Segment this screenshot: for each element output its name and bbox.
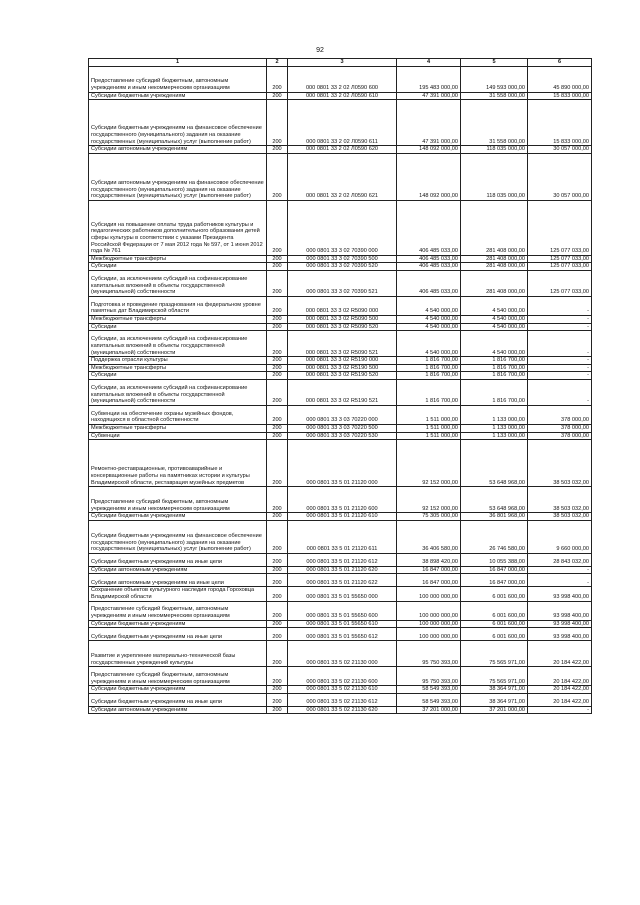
row-name-cell: Предоставление субсидий бюджетным, автономным учреждениям и иным некоммерческим организациям [89,487,267,513]
row-remaining-cell: 125 077 033,00 [528,270,592,296]
table-row [89,92,592,100]
row-approved-cell: 92 152 000,00 [397,440,461,487]
row-name-cell: Поддержка отрасли культуры [89,357,267,365]
table-row [89,100,592,146]
table-row [89,66,592,92]
row-code-cell: 000 0801 33 5 01 21120 000 [288,440,397,487]
row-code-cell: 000 0801 33 3 02 R5090 000 [288,296,397,315]
row-gr-cell: 200 [267,601,288,620]
row-code-cell: 000 0801 33 5 01 55650 612 [288,628,397,641]
row-gr-cell: 200 [267,92,288,100]
row-remaining-cell: - [528,315,592,323]
row-code-cell: 000 0801 33 5 01 21120 622 [288,574,397,587]
row-approved-cell: 148 092 000,00 [397,146,461,154]
row-remaining-cell: 125 077 033,00 [528,263,592,271]
row-remaining-cell: 378 000,00 [528,432,592,440]
row-name-cell: Предоставление субсидий бюджетным, автономным учреждениям и иным некоммерческим организациям [89,667,267,686]
row-approved-cell: 148 092 000,00 [397,153,461,200]
row-approved-cell: 47 391 000,00 [397,100,461,146]
table-row [89,641,592,667]
table-row [89,323,592,331]
row-remaining-cell: 30 057 000,00 [528,153,592,200]
column-header: 3 [288,59,397,67]
row-name-cell: Субсидии, за исключением субсидий на софинансирование капитальных вложений в объекты государственной (муниципальной) собственности [89,270,267,296]
row-executed-cell: 38 364 971,00 [461,686,528,694]
row-code-cell: 000 0801 33 3 02 R5190 500 [288,364,397,372]
row-approved-cell: 1 816 700,00 [397,372,461,380]
row-approved-cell: 406 485 033,00 [397,263,461,271]
row-remaining-cell: - [528,331,592,357]
row-gr-cell: 200 [267,620,288,628]
row-approved-cell: 1 816 700,00 [397,379,461,405]
row-name-cell: Субсидии, за исключением субсидий на софинансирование капитальных вложений в объекты государственной (муниципальной) собственности [89,331,267,357]
row-gr-cell: 200 [267,574,288,587]
row-approved-cell: 100 000 000,00 [397,601,461,620]
table-row [89,146,592,154]
row-code-cell: 000 0801 33 5 02 21130 000 [288,641,397,667]
row-executed-cell: 4 540 000,00 [461,331,528,357]
row-executed-cell: 149 593 000,00 [461,66,528,92]
row-executed-cell: 6 001 600,00 [461,601,528,620]
row-executed-cell: 6 001 600,00 [461,628,528,641]
row-name-cell: Субсидия на повышение оплаты труда работников культуры и педагогических работников дополнительного образования детей сферы культуры в соответствии с указами Президента Российской Федерации от 7 мая 2012 года № 597, от 1 июня 2012 года № 761 [89,200,267,255]
row-name-cell: Межбюджетные трансферты [89,424,267,432]
row-gr-cell: 200 [267,641,288,667]
row-executed-cell: 4 540 000,00 [461,323,528,331]
table-row [89,364,592,372]
row-name-cell: Субсидии бюджетным учреждениям на иные цели [89,553,267,566]
row-remaining-cell: - [528,364,592,372]
row-gr-cell: 200 [267,513,288,521]
row-executed-cell: 281 408 000,00 [461,255,528,263]
row-executed-cell: 16 847 000,00 [461,566,528,574]
row-name-cell: Межбюджетные трансферты [89,255,267,263]
row-gr-cell: 200 [267,424,288,432]
table-row [89,424,592,432]
table-row [89,706,592,714]
row-approved-cell: 100 000 000,00 [397,628,461,641]
table-row [89,693,592,706]
row-remaining-cell: 125 077 033,00 [528,200,592,255]
row-code-cell: 000 0801 33 2 02 Л0590 621 [288,153,397,200]
row-remaining-cell: - [528,372,592,380]
row-name-cell: Межбюджетные трансферты [89,315,267,323]
table-row [89,255,592,263]
row-remaining-cell: 20 184 422,00 [528,693,592,706]
row-approved-cell: 100 000 000,00 [397,587,461,601]
row-code-cell: 000 0801 33 5 01 55650 600 [288,601,397,620]
row-name-cell: Субсидии бюджетным учреждениям [89,686,267,694]
table-row [89,270,592,296]
row-name-cell: Субсидии бюджетным учреждениям на иные цели [89,628,267,641]
row-executed-cell: 75 565 971,00 [461,667,528,686]
row-gr-cell: 200 [267,706,288,714]
row-code-cell: 000 0801 33 5 02 21130 610 [288,686,397,694]
row-executed-cell: 31 558 000,00 [461,100,528,146]
row-remaining-cell: 93 998 400,00 [528,601,592,620]
table-row [89,513,592,521]
table-row [89,686,592,694]
row-gr-cell: 200 [267,263,288,271]
table-row [89,587,592,601]
table-row [89,379,592,405]
table-row [89,331,592,357]
row-code-cell: 000 0801 33 2 02 Л0590 611 [288,100,397,146]
row-code-cell: 000 0801 33 5 01 21120 612 [288,553,397,566]
row-approved-cell: 92 152 000,00 [397,487,461,513]
row-name-cell: Ремонтно-реставрационные, противоаварийные и консервационные работы на памятниках истории и культуры Владимирской области, реставрация музейных предметов [89,440,267,487]
table-row [89,487,592,513]
row-code-cell: 000 0801 33 3 02 R5090 520 [288,323,397,331]
table-row [89,357,592,365]
row-code-cell: 000 0801 33 3 02 R5190 521 [288,379,397,405]
row-gr-cell: 200 [267,405,288,424]
row-executed-cell: 6 001 600,00 [461,620,528,628]
row-gr-cell: 200 [267,66,288,92]
row-remaining-cell: 45 890 000,00 [528,66,592,92]
row-gr-cell: 200 [267,520,288,553]
row-gr-cell: 200 [267,667,288,686]
table-row [89,315,592,323]
row-approved-cell: 406 485 033,00 [397,255,461,263]
row-name-cell: Субсидии бюджетным учреждениям на иные цели [89,693,267,706]
row-executed-cell: 38 364 971,00 [461,693,528,706]
table-row [89,153,592,200]
row-executed-cell: 118 035 000,00 [461,146,528,154]
row-approved-cell: 4 540 000,00 [397,323,461,331]
row-executed-cell: 16 847 000,00 [461,574,528,587]
row-approved-cell: 95 750 393,00 [397,667,461,686]
row-name-cell: Субсидии бюджетным учреждениям [89,620,267,628]
row-code-cell: 000 0801 33 5 02 21130 612 [288,693,397,706]
row-executed-cell: 1 133 000,00 [461,424,528,432]
row-approved-cell: 16 847 000,00 [397,566,461,574]
row-gr-cell: 200 [267,200,288,255]
row-remaining-cell: 15 833 000,00 [528,100,592,146]
row-name-cell: Межбюджетные трансферты [89,364,267,372]
page-number: 92 [316,47,324,54]
row-executed-cell: 31 558 000,00 [461,92,528,100]
row-gr-cell: 200 [267,686,288,694]
table-row [89,520,592,553]
row-name-cell: Субсидии автономным учреждениям [89,566,267,574]
row-code-cell: 000 0801 33 5 01 55650 610 [288,620,397,628]
row-executed-cell: 1 133 000,00 [461,432,528,440]
row-code-cell: 000 0801 33 3 03 70220 530 [288,432,397,440]
row-remaining-cell: 93 998 400,00 [528,587,592,601]
row-code-cell: 000 0801 33 5 01 21120 611 [288,520,397,553]
row-approved-cell: 58 549 393,00 [397,693,461,706]
row-approved-cell: 195 483 000,00 [397,66,461,92]
row-approved-cell: 4 540 000,00 [397,315,461,323]
row-gr-cell: 200 [267,440,288,487]
row-gr-cell: 200 [267,296,288,315]
row-approved-cell: 406 485 033,00 [397,270,461,296]
row-executed-cell: 1 816 700,00 [461,379,528,405]
row-approved-cell: 47 391 000,00 [397,92,461,100]
row-gr-cell: 200 [267,628,288,641]
row-approved-cell: 100 000 000,00 [397,620,461,628]
row-executed-cell: 1 816 700,00 [461,364,528,372]
column-header: 6 [528,59,592,67]
table-body [89,59,592,714]
row-executed-cell: 4 540 000,00 [461,315,528,323]
row-executed-cell: 6 001 600,00 [461,587,528,601]
row-remaining-cell: 93 998 400,00 [528,628,592,641]
row-name-cell: Субсидии бюджетным учреждениям [89,92,267,100]
table-row [89,574,592,587]
row-executed-cell: 37 201 000,00 [461,706,528,714]
row-gr-cell: 200 [267,432,288,440]
row-approved-cell: 1 511 000,00 [397,405,461,424]
row-executed-cell: 53 648 968,00 [461,487,528,513]
row-name-cell: Предоставление субсидий бюджетным, автономным учреждениям и иным некоммерческим организациям [89,66,267,92]
row-gr-cell: 200 [267,331,288,357]
row-approved-cell: 4 540 000,00 [397,331,461,357]
row-gr-cell: 200 [267,357,288,365]
table-row [89,667,592,686]
row-code-cell: 000 0801 33 3 02 70390 520 [288,263,397,271]
row-remaining-cell: 20 184 422,00 [528,641,592,667]
row-code-cell: 000 0801 33 3 03 70220 500 [288,424,397,432]
row-executed-cell: 26 746 580,00 [461,520,528,553]
row-name-cell: Подготовка и проведение празднования на федеральном уровне памятных дат Владимирской области [89,296,267,315]
row-name-cell: Субсидии, за исключением субсидий на софинансирование капитальных вложений в объекты государственной (муниципальной) собственности [89,379,267,405]
table-row [89,263,592,271]
row-code-cell: 000 0801 33 5 01 55650 000 [288,587,397,601]
row-code-cell: 000 0801 33 3 02 70390 500 [288,255,397,263]
row-remaining-cell: 15 833 000,00 [528,92,592,100]
row-code-cell: 000 0801 33 3 02 R5190 520 [288,372,397,380]
row-approved-cell: 4 540 000,00 [397,296,461,315]
row-gr-cell: 200 [267,487,288,513]
row-approved-cell: 95 750 393,00 [397,641,461,667]
table-row [89,620,592,628]
row-gr-cell: 200 [267,566,288,574]
row-remaining-cell: 30 057 000,00 [528,146,592,154]
row-executed-cell: 1 816 700,00 [461,372,528,380]
row-name-cell: Субсидии автономным учреждениям [89,146,267,154]
row-remaining-cell: 38 503 032,00 [528,487,592,513]
column-header: 5 [461,59,528,67]
row-approved-cell: 1 511 000,00 [397,432,461,440]
row-executed-cell: 118 035 000,00 [461,153,528,200]
row-approved-cell: 38 898 420,00 [397,553,461,566]
row-code-cell: 000 0801 33 3 02 70390 000 [288,200,397,255]
row-approved-cell: 1 816 700,00 [397,364,461,372]
row-executed-cell: 1 816 700,00 [461,357,528,365]
row-gr-cell: 200 [267,379,288,405]
row-approved-cell: 1 816 700,00 [397,357,461,365]
row-approved-cell: 406 485 033,00 [397,200,461,255]
column-header: 1 [89,59,267,67]
row-code-cell: 000 0801 33 2 02 Л0590 610 [288,92,397,100]
row-name-cell: Сохранение объектов культурного наследия города Гороховца Владимирской области [89,587,267,601]
row-gr-cell: 200 [267,364,288,372]
row-remaining-cell: 93 998 400,00 [528,620,592,628]
table-row [89,566,592,574]
row-code-cell: 000 0801 33 2 02 Л0590 620 [288,146,397,154]
row-name-cell: Субсидии бюджетным учреждениям [89,513,267,521]
row-gr-cell: 200 [267,693,288,706]
table-row [89,553,592,566]
row-approved-cell: 16 847 000,00 [397,574,461,587]
row-remaining-cell: 125 077 033,00 [528,255,592,263]
row-gr-cell: 200 [267,323,288,331]
row-name-cell: Субсидии автономным учреждениям на финансовое обеспечение государственного (муниципального) задания на оказание государственных (муниципальных) услуг (выполнение работ) [89,153,267,200]
row-executed-cell: 36 801 968,00 [461,513,528,521]
row-name-cell: Субсидии бюджетным учреждениям на финансовое обеспечение государственного (муниципального) задания на оказание государственных (муниципальных) услуг (выполнение работ) [89,520,267,553]
table-row [89,405,592,424]
row-executed-cell: 4 540 000,00 [461,296,528,315]
row-gr-cell: 200 [267,372,288,380]
row-gr-cell: 200 [267,255,288,263]
row-name-cell: Субсидии [89,372,267,380]
row-executed-cell: 281 408 000,00 [461,263,528,271]
table-row [89,601,592,620]
row-code-cell: 000 0801 33 5 01 21120 610 [288,513,397,521]
row-name-cell: Развитие и укрепление материально-технической базы государственных учреждений культуры [89,641,267,667]
row-gr-cell: 200 [267,100,288,146]
row-executed-cell: 10 055 388,00 [461,553,528,566]
row-name-cell: Субсидии бюджетным учреждениям на финансовое обеспечение государственного (муниципального) задания на оказание государственных (муниципальных) услуг (выполнение работ) [89,100,267,146]
row-code-cell: 000 0801 33 2 02 Л0590 600 [288,66,397,92]
row-remaining-cell: 378 000,00 [528,405,592,424]
row-name-cell: Субсидии автономным учреждениям [89,706,267,714]
row-approved-cell: 1 511 000,00 [397,424,461,432]
row-executed-cell: 53 648 968,00 [461,440,528,487]
row-gr-cell: 200 [267,315,288,323]
row-gr-cell: 200 [267,270,288,296]
table-row [89,372,592,380]
row-remaining-cell: 378 000,00 [528,424,592,432]
column-header: 2 [267,59,288,67]
row-remaining-cell: 9 660 000,00 [528,520,592,553]
row-code-cell: 000 0801 33 3 03 70220 000 [288,405,397,424]
row-approved-cell: 37 201 000,00 [397,706,461,714]
row-remaining-cell: - [528,323,592,331]
row-executed-cell: 281 408 000,00 [461,200,528,255]
row-remaining-cell: - [528,379,592,405]
row-approved-cell: 58 549 393,00 [397,686,461,694]
table-row [89,296,592,315]
row-remaining-cell: 38 503 032,00 [528,513,592,521]
column-header: 4 [397,59,461,67]
row-name-cell: Предоставление субсидий бюджетным, автономным учреждениям и иным некоммерческим организациям [89,601,267,620]
row-remaining-cell: - [528,357,592,365]
row-remaining-cell: 38 503 032,00 [528,440,592,487]
row-approved-cell: 75 305 000,00 [397,513,461,521]
row-remaining-cell: 20 184 422,00 [528,667,592,686]
row-code-cell: 000 0801 33 3 02 R5090 521 [288,331,397,357]
row-code-cell: 000 0801 33 5 01 21120 620 [288,566,397,574]
row-name-cell: Субвенции [89,432,267,440]
row-name-cell: Субсидии [89,263,267,271]
table-row [89,432,592,440]
row-name-cell: Субсидии автономным учреждениям на иные цели [89,574,267,587]
row-code-cell: 000 0801 33 5 01 21120 600 [288,487,397,513]
table-header-row [89,59,592,67]
row-remaining-cell: 28 843 032,00 [528,553,592,566]
row-code-cell: 000 0801 33 3 02 70390 521 [288,270,397,296]
row-gr-cell: 200 [267,146,288,154]
row-code-cell: 000 0801 33 5 02 21130 600 [288,667,397,686]
row-approved-cell: 36 406 580,00 [397,520,461,553]
table-row [89,440,592,487]
budget-table [88,58,592,714]
row-remaining-cell: - [528,566,592,574]
table-row [89,200,592,255]
row-gr-cell: 200 [267,553,288,566]
row-gr-cell: 200 [267,153,288,200]
row-executed-cell: 75 565 971,00 [461,641,528,667]
row-executed-cell: 1 133 000,00 [461,405,528,424]
row-code-cell: 000 0801 33 3 02 R5190 000 [288,357,397,365]
row-name-cell: Субвенции на обеспечение охраны музейных фондов, находящихся в областной собственности [89,405,267,424]
table-row [89,628,592,641]
row-remaining-cell: - [528,574,592,587]
row-executed-cell: 281 408 000,00 [461,270,528,296]
row-name-cell: Субсидии [89,323,267,331]
row-gr-cell: 200 [267,587,288,601]
row-remaining-cell: - [528,706,592,714]
row-remaining-cell: 20 184 422,00 [528,686,592,694]
row-code-cell: 000 0801 33 5 02 21130 620 [288,706,397,714]
row-remaining-cell: - [528,296,592,315]
row-code-cell: 000 0801 33 3 02 R5090 500 [288,315,397,323]
